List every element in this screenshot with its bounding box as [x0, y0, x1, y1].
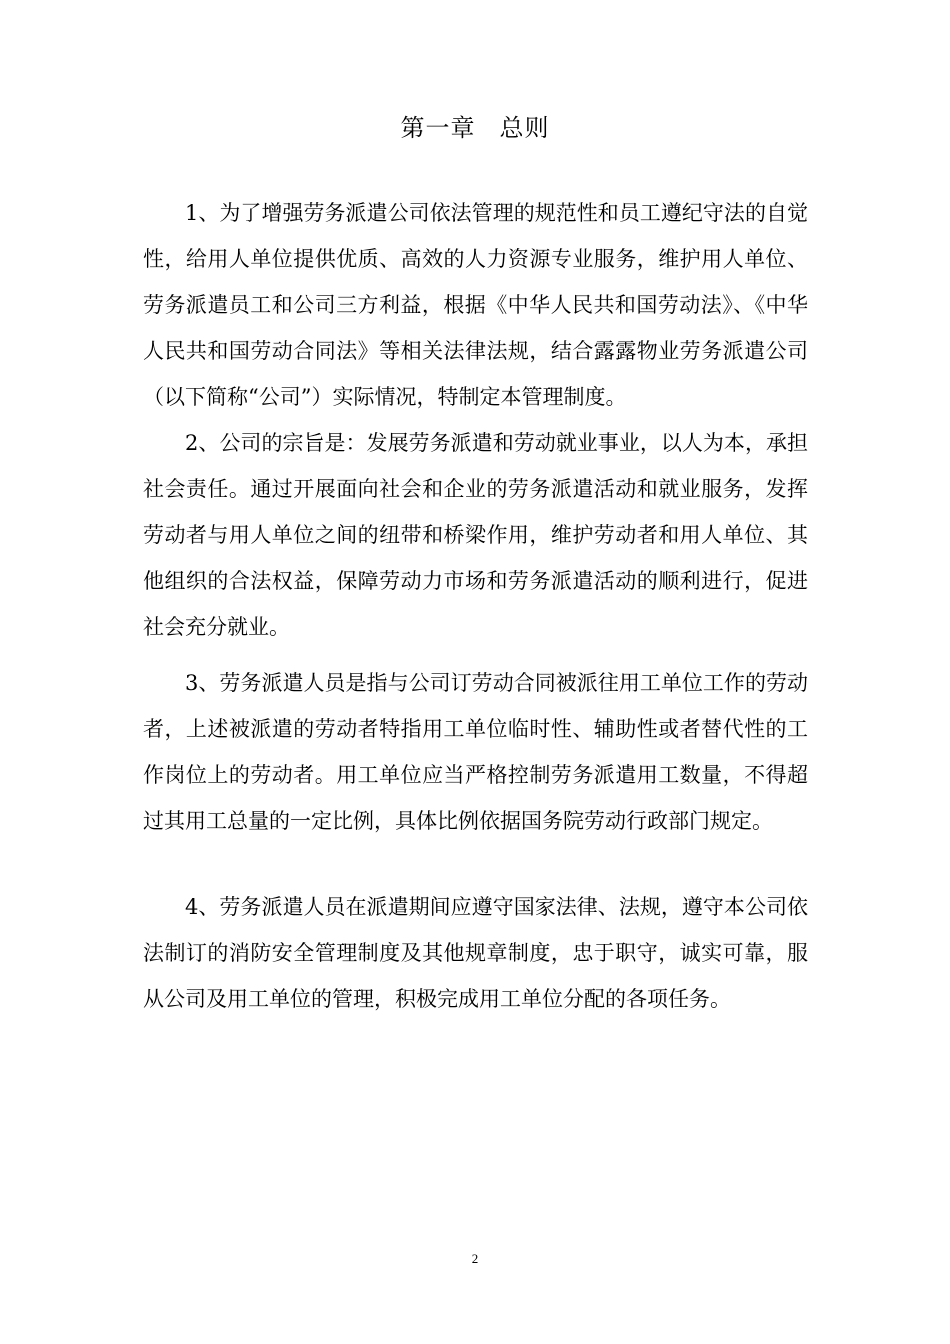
chapter-name: 总则: [499, 114, 550, 142]
paragraph-1-text: 1、为了增强劳务派遣公司依法管理的规范性和员工遵纪守法的自觉性，给用人单位提供优质、高效的人力资源专业服务，维护用人单位、劳务派遣员工和公司三方利益，根据《中华人民共和国劳动法》、《中华人民共和国劳动合同法》等相关法律法规，结合露露物业劳务派遣公司（以下简称“公司”）实际情况，特制定本管理制度。: [143, 201, 808, 409]
paragraph-3-text: 3、劳务派遣人员是指与公司订劳动合同被派往用工单位工作的劳动者，上述被派遣的劳动者特指用工单位临时性、辅助性或者替代性的工作岗位上的劳动者。用工单位应当严格控制劳务派遣用工数量，不得超过其用工总量的一定比例，具体比例依据国务院劳动行政部门规定。: [143, 671, 808, 833]
paragraph-3: [143, 660, 808, 844]
chapter-number: 第一章: [400, 114, 476, 142]
paragraph-4-text: 4、劳务派遣人员在派遣期间应遵守国家法律、法规，遵守本公司依法制订的消防安全管理制度及其他规章制度，忠于职守，诚实可靠，服从公司及用工单位的管理，积极完成用工单位分配的各项任务。: [143, 895, 808, 1011]
paragraph-1: [143, 190, 808, 420]
paragraph-2-text: 2、公司的宗旨是：发展劳务派遣和劳动就业事业，以人为本，承担社会责任。通过开展面向社会和企业的劳务派遣活动和就业服务，发挥劳动者与用人单位之间的纽带和桥梁作用，维护劳动者和用人单位、其他组织的合法权益，保障劳动力市场和劳务派遣活动的顺利进行，促进社会充分就业。: [143, 431, 808, 639]
chapter-title: [0, 108, 950, 148]
page-number: 2: [471, 1251, 479, 1266]
paragraph-2: [143, 420, 808, 650]
paragraph-4: [143, 884, 808, 1022]
